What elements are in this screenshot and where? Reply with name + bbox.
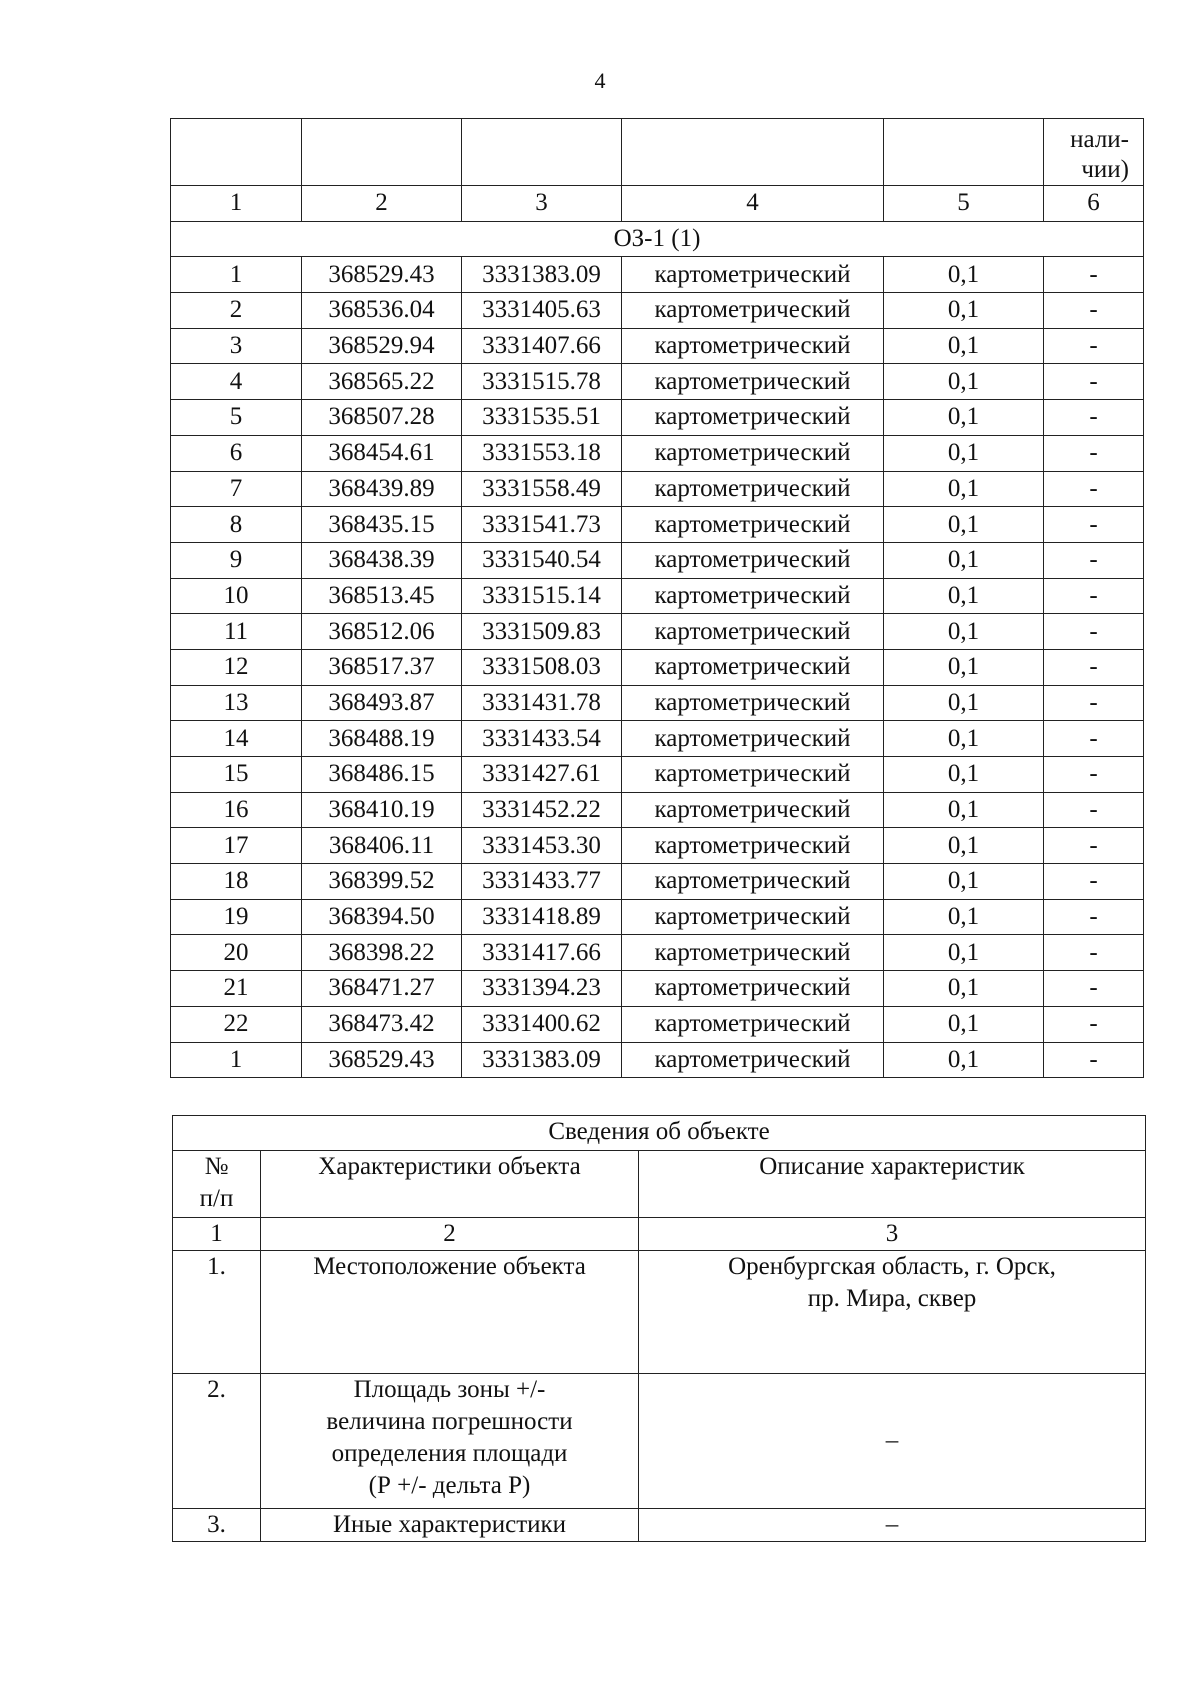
- cell-n: 8: [171, 507, 302, 543]
- object-info-table: [172, 1115, 1146, 1542]
- cell-x: 368565.22: [302, 364, 462, 400]
- cell-accuracy: 0,1: [884, 257, 1044, 293]
- cell-note: -: [1044, 864, 1144, 900]
- cell-n: 21: [171, 971, 302, 1007]
- table-header-continuation: [171, 119, 1144, 186]
- cell-n: 17: [171, 828, 302, 864]
- cell-y: 3331400.62: [462, 1006, 622, 1042]
- cell-note: -: [1044, 614, 1144, 650]
- cell-x: 368438.39: [302, 542, 462, 578]
- cell-y: 3331558.49: [462, 471, 622, 507]
- cell-method: картометрический: [622, 293, 884, 329]
- cell-method: картометрический: [622, 685, 884, 721]
- column-numbers-row: 1 2 3 4 5 6: [171, 186, 1144, 222]
- cell-x: 368488.19: [302, 721, 462, 757]
- cell-note: -: [1044, 435, 1144, 471]
- table-row: [171, 614, 1144, 650]
- cell-note: -: [1044, 649, 1144, 685]
- cell-n: 4: [171, 364, 302, 400]
- cell-accuracy: 0,1: [884, 614, 1044, 650]
- cell-y: 3331540.54: [462, 542, 622, 578]
- cell-n: 11: [171, 614, 302, 650]
- cell-y: 3331383.09: [462, 1042, 622, 1078]
- cell-n: 1: [171, 257, 302, 293]
- cell-accuracy: 0,1: [884, 828, 1044, 864]
- cell-y: 3331433.77: [462, 864, 622, 900]
- cell-x: 368394.50: [302, 899, 462, 935]
- cell-note: -: [1044, 721, 1144, 757]
- header-description: Описание характеристик: [639, 1151, 1146, 1218]
- cell-accuracy: 0,1: [884, 935, 1044, 971]
- cell-y: 3331405.63: [462, 293, 622, 329]
- table-row: [171, 435, 1144, 471]
- cell-y: 3331509.83: [462, 614, 622, 650]
- coordinates-table: [170, 118, 1144, 1078]
- table-row: [171, 971, 1144, 1007]
- cell-x: 368406.11: [302, 828, 462, 864]
- cell-accuracy: 0,1: [884, 400, 1044, 436]
- cell-note: -: [1044, 364, 1144, 400]
- table-row: [171, 293, 1144, 329]
- cell-y: 3331452.22: [462, 792, 622, 828]
- cell-method: картометрический: [622, 864, 884, 900]
- cell-method: картометрический: [622, 649, 884, 685]
- cell-method: картометрический: [622, 935, 884, 971]
- cell-n: 20: [171, 935, 302, 971]
- cell-x: 368529.94: [302, 328, 462, 364]
- cell-n: 22: [171, 1006, 302, 1042]
- cell-n: 13: [171, 685, 302, 721]
- cell-note: -: [1044, 899, 1144, 935]
- cell-method: картометрический: [622, 828, 884, 864]
- cell-y: 3331515.78: [462, 364, 622, 400]
- cell-y: 3331508.03: [462, 649, 622, 685]
- cell-note: -: [1044, 792, 1144, 828]
- cell-x: 368435.15: [302, 507, 462, 543]
- cell-x: 368513.45: [302, 578, 462, 614]
- cell-accuracy: 0,1: [884, 685, 1044, 721]
- cell-method: картометрический: [622, 721, 884, 757]
- table-row: [171, 685, 1144, 721]
- cell-x: 368536.04: [302, 293, 462, 329]
- cell-n: 16: [171, 792, 302, 828]
- cell-note: -: [1044, 293, 1144, 329]
- cell-note: -: [1044, 400, 1144, 436]
- table-row: [171, 578, 1144, 614]
- cell-method: картометрический: [622, 578, 884, 614]
- cell-n: 7: [171, 471, 302, 507]
- cell-y: 3331515.14: [462, 578, 622, 614]
- page-number: 4: [594, 68, 606, 93]
- cell-accuracy: 0,1: [884, 649, 1044, 685]
- cell-accuracy: 0,1: [884, 471, 1044, 507]
- cell-x: 368399.52: [302, 864, 462, 900]
- zone-label: ОЗ-1 (1): [171, 221, 1144, 257]
- cell-y: 3331383.09: [462, 257, 622, 293]
- cell-x: 368473.42: [302, 1006, 462, 1042]
- cell-x: 368507.28: [302, 400, 462, 436]
- cell-y: 3331553.18: [462, 435, 622, 471]
- table-row: [171, 507, 1144, 543]
- cell-y: 3331407.66: [462, 328, 622, 364]
- table-row: [171, 721, 1144, 757]
- cell-y: 3331541.73: [462, 507, 622, 543]
- cell-method: картометрический: [622, 971, 884, 1007]
- cell-method: картометрический: [622, 757, 884, 793]
- table-row: [171, 1042, 1144, 1078]
- cell-method: картометрический: [622, 507, 884, 543]
- cell-y: 3331427.61: [462, 757, 622, 793]
- cell-x: 368410.19: [302, 792, 462, 828]
- table-row: [171, 899, 1144, 935]
- cell-n: 15: [171, 757, 302, 793]
- cell-x: 368454.61: [302, 435, 462, 471]
- cell-method: картометрический: [622, 400, 884, 436]
- cell-note: -: [1044, 578, 1144, 614]
- cell-y: 3331535.51: [462, 400, 622, 436]
- cell-accuracy: 0,1: [884, 721, 1044, 757]
- table-row: [171, 400, 1144, 436]
- table-row: [171, 1006, 1144, 1042]
- cell-y: 3331417.66: [462, 935, 622, 971]
- table-row: [171, 257, 1144, 293]
- cell-y: 3331433.54: [462, 721, 622, 757]
- cell-y: 3331418.89: [462, 899, 622, 935]
- cell-note: -: [1044, 471, 1144, 507]
- cell-method: картометрический: [622, 792, 884, 828]
- cell-n: 5: [171, 400, 302, 436]
- cell-method: картометрический: [622, 542, 884, 578]
- zone-label-row: [171, 221, 1144, 257]
- cell-n: 9: [171, 542, 302, 578]
- cell-accuracy: 0,1: [884, 792, 1044, 828]
- cell-note: -: [1044, 328, 1144, 364]
- cell-n: 14: [171, 721, 302, 757]
- cell-note: -: [1044, 971, 1144, 1007]
- cell-n: 19: [171, 899, 302, 935]
- cell-x: 368529.43: [302, 257, 462, 293]
- cell-accuracy: 0,1: [884, 435, 1044, 471]
- cell-note: -: [1044, 828, 1144, 864]
- table-row: [171, 828, 1144, 864]
- cell-n: 2: [171, 293, 302, 329]
- cell-x: 368529.43: [302, 1042, 462, 1078]
- cell-method: картометрический: [622, 1042, 884, 1078]
- cell-y: 3331453.30: [462, 828, 622, 864]
- cell-x: 368493.87: [302, 685, 462, 721]
- cell-n: 10: [171, 578, 302, 614]
- cell-accuracy: 0,1: [884, 578, 1044, 614]
- info-column-numbers: 1 2 3: [173, 1218, 1146, 1251]
- table-row: [171, 328, 1144, 364]
- table-row: [171, 792, 1144, 828]
- cell-n: 12: [171, 649, 302, 685]
- cell-method: картометрический: [622, 614, 884, 650]
- table-row: [171, 864, 1144, 900]
- cell-note: -: [1044, 542, 1144, 578]
- cell-accuracy: 0,1: [884, 542, 1044, 578]
- cell-method: картометрический: [622, 257, 884, 293]
- cell-n: 3: [171, 328, 302, 364]
- cell-accuracy: 0,1: [884, 328, 1044, 364]
- cell-n: 6: [171, 435, 302, 471]
- cell-x: 368471.27: [302, 971, 462, 1007]
- cell-accuracy: 0,1: [884, 1042, 1044, 1078]
- cell-note: -: [1044, 935, 1144, 971]
- cell-method: картометрический: [622, 328, 884, 364]
- table-row: [171, 935, 1144, 971]
- cell-y: 3331431.78: [462, 685, 622, 721]
- cell-accuracy: 0,1: [884, 899, 1044, 935]
- header-characteristics: Характеристики объекта: [261, 1151, 639, 1218]
- cell-x: 368486.15: [302, 757, 462, 793]
- cell-method: картометрический: [622, 471, 884, 507]
- table-row: [171, 542, 1144, 578]
- cell-note: -: [1044, 685, 1144, 721]
- cell-x: 368512.06: [302, 614, 462, 650]
- table-row: [171, 471, 1144, 507]
- cell-x: 368439.89: [302, 471, 462, 507]
- info-table-title: Сведения об объекте: [173, 1116, 1146, 1151]
- cell-method: картометрический: [622, 435, 884, 471]
- cell-accuracy: 0,1: [884, 293, 1044, 329]
- cell-accuracy: 0,1: [884, 864, 1044, 900]
- cell-x: 368398.22: [302, 935, 462, 971]
- info-header-row: [173, 1151, 1146, 1218]
- cell-accuracy: 0,1: [884, 364, 1044, 400]
- cell-n: 1: [171, 1042, 302, 1078]
- info-row-area: 2. Площадь зоны +/- величина погрешности определения площади (Р +/- дельта Р) –: [173, 1374, 1146, 1509]
- cell-note: -: [1044, 1042, 1144, 1078]
- cell-accuracy: 0,1: [884, 507, 1044, 543]
- cell-y: 3331394.23: [462, 971, 622, 1007]
- table-row: [171, 364, 1144, 400]
- cell-x: 368517.37: [302, 649, 462, 685]
- cell-note: -: [1044, 1006, 1144, 1042]
- cell-note: -: [1044, 757, 1144, 793]
- cell-accuracy: 0,1: [884, 971, 1044, 1007]
- cell-n: 18: [171, 864, 302, 900]
- cell-method: картометрический: [622, 1006, 884, 1042]
- table-row: [171, 757, 1144, 793]
- cell-method: картометрический: [622, 364, 884, 400]
- info-row-other: 3. Иные характеристики –: [173, 1509, 1146, 1542]
- table-row: [171, 649, 1144, 685]
- cell-note: -: [1044, 507, 1144, 543]
- cell-method: картометрический: [622, 899, 884, 935]
- header-number: № п/п: [173, 1151, 261, 1218]
- cell-note: -: [1044, 257, 1144, 293]
- header-col6: нали- чии): [1044, 119, 1144, 186]
- cell-accuracy: 0,1: [884, 757, 1044, 793]
- cell-accuracy: 0,1: [884, 1006, 1044, 1042]
- info-row-location: 1. Местоположение объекта Оренбургская область, г. Орск, пр. Мира, сквер: [173, 1251, 1146, 1374]
